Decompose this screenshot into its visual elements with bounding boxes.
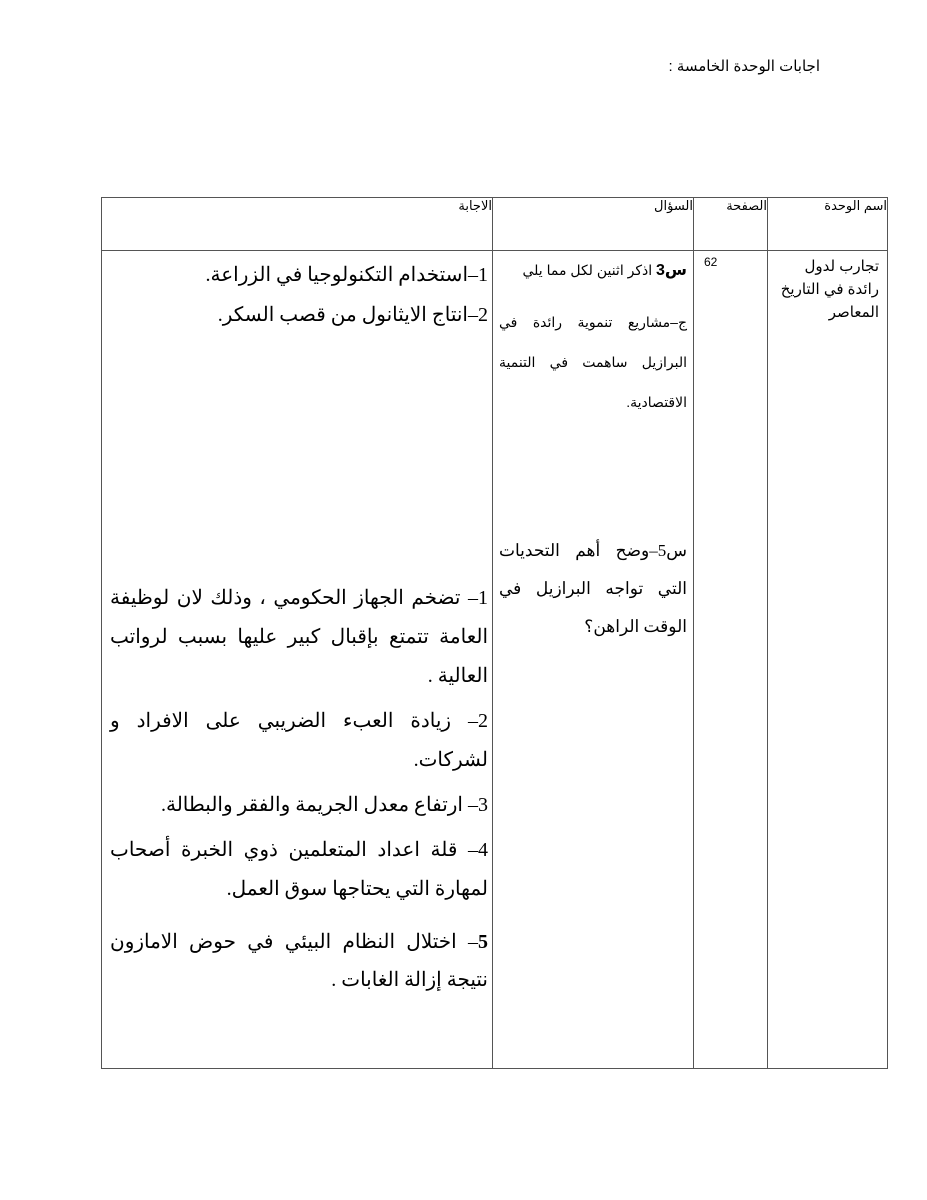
answer-item-text: – اختلال النظام البيئي في حوض الامازون نتيجة إزالة الغابات . bbox=[110, 931, 488, 991]
unit-name: تجارب لدول رائدة في التاريخ المعاصر bbox=[780, 258, 879, 321]
unit-cell bbox=[768, 251, 888, 1069]
answer-item: 4– قلة اعداد المتعلمين ذوي الخبرة أصحاب لمهارة التي يحتاجها سوق العمل. bbox=[110, 839, 488, 900]
answer-item bbox=[110, 923, 488, 999]
question-5: س5–وضح أهم التحديات التي تواجه البرازيل في الوقت الراهن؟ bbox=[499, 541, 687, 636]
answer-item: 1–استخدام التكنولوجيا في الزراعة. bbox=[205, 264, 488, 286]
table-header-row bbox=[102, 198, 888, 251]
header-question: السؤال bbox=[493, 198, 694, 251]
question-3-label: س3 bbox=[656, 262, 687, 279]
answer-item: 2– زيادة العبء الضريبي على الافراد و لشركات. bbox=[110, 710, 488, 771]
header-unit: اسم الوحدة bbox=[768, 198, 888, 251]
answer-item: 1– تضخم الجهاز الحكومي ، وذلك لان لوظيفة العامة تتمتع بإقبال كبير عليها بسبب لرواتب العالية . bbox=[110, 587, 488, 687]
question-cell bbox=[493, 251, 694, 1069]
question-3-text: اذكر اثنين لكل مما يلي bbox=[522, 262, 657, 278]
header-answer: الاجابة bbox=[102, 198, 493, 251]
answer-cell bbox=[102, 251, 493, 1069]
answers-table bbox=[101, 197, 888, 1069]
answer-item: 2–انتاج الايثانول من قصب السكر. bbox=[217, 304, 488, 326]
answers-question-5 bbox=[102, 579, 492, 999]
question-3 bbox=[493, 251, 693, 290]
question-3-part-c: ج–مشاريع تنموية رائدة في البرازيل ساهمت في التنمية الاقتصادية. bbox=[499, 314, 687, 410]
answer-item-number: 5 bbox=[478, 931, 488, 953]
header-page: الصفحة bbox=[694, 198, 768, 251]
page-cell bbox=[694, 251, 768, 1069]
answers-question-3 bbox=[102, 255, 492, 335]
table-row bbox=[102, 251, 888, 1069]
page-number: 62 bbox=[704, 255, 718, 269]
page-title: اجابات الوحدة الخامسة : bbox=[668, 58, 820, 75]
answer-item: 3– ارتفاع معدل الجريمة والفقر والبطالة. bbox=[160, 794, 488, 816]
